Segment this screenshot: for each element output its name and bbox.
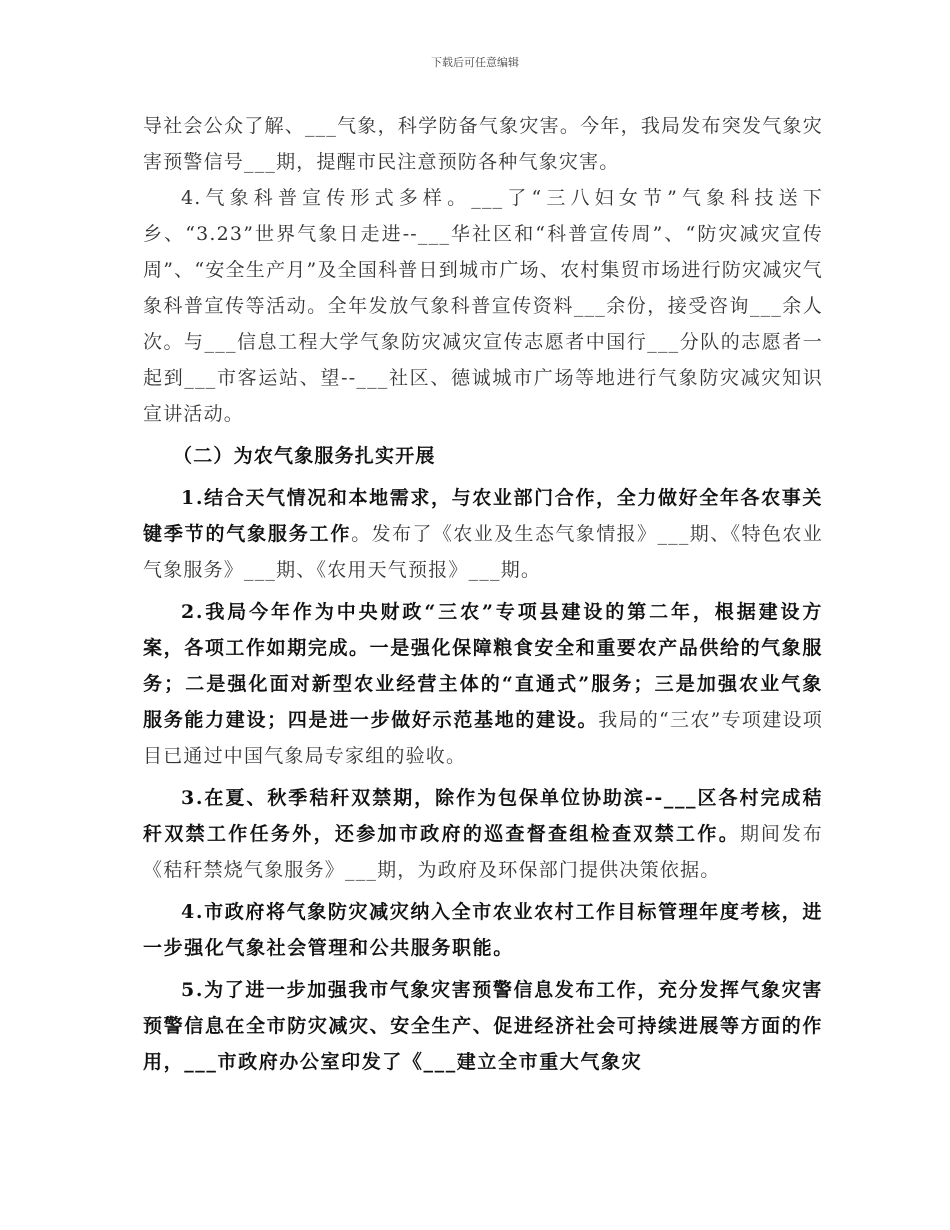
paragraph-item-3 [143,780,823,888]
item-3-text: 期间发布《秸秆禁烧气象服务》___期，为政府及环保部门提供决策依据。 [143,823,823,881]
paragraph-continued: 导社会公众了解、___气象，科学防备气象灾害。今年，我局发布突发气象灾害预警信号___期，提醒市民注意预防各种气象灾害。 [143,115,823,173]
paragraph-science-publicity: 4.气象科普宣传形式多样。___了“三八妇女节”气象科技送下乡、“3.23”世界气象日走进--___华社区和“科普宣传周”、“防灾减灾宣传周”、“安全生产月”及全国科普日到城市广场、农村集贸市场进行防灾减灾气象科普宣传等活动。全年发放气象科普宣传资料___余份，接受咨询___余人次。与___信息工程大学气象防灾减灾宣传志愿者中国行___分队的志愿者一起到___市客运站、望--___社区、德诚城市广场等地进行气象防灾减灾知识宣讲活动。 [143,187,823,425]
paragraph-item-4 [143,894,823,966]
item-1-lead: 1.结合天气情况和本地需求，与农业部门合作，全力做好全年各农事关键季节的气象服务工作 [143,487,823,545]
page-header: 下载后可任意编辑 [431,56,519,69]
paragraph-item-5 [143,972,823,1080]
item-5-text: 5.为了进一步加强我市气象灾害预警信息发布工作，充分发挥气象灾害预警信息在全市防灾减灾、安全生产、促进经济社会可持续进展等方面的作用，___市政府办公室印发了《___建立全市重大气象灾 [143,979,823,1073]
item-2-text: 我局的“三农”专项建设项目已通过中国气象局专家组的验收。 [143,709,824,767]
item-2-lead: 2.我局今年作为中央财政“三农”专项县建设的第二年，根据建设方案，各项工作如期完成。一是强化保障粮食安全和重要农产品供给的气象服务；二是强化面对新型农业经营主体的“直通式”服务；三是加强农业气象服务能力建设；四是进一步做好示范基地的建设。 [143,601,823,731]
item-4-text: 4.市政府将气象防灾减灾纳入全市农业农村工作目标管理年度考核，进一步强化气象社会管理和公共服务职能。 [143,901,823,959]
paragraph-item-2 [143,594,823,774]
section-heading: （二）为农气象服务扎实开展 [173,445,436,467]
document-body [143,108,823,1080]
item-3-lead: 3.在夏、秋季秸秆双禁期，除作为包保单位协助滨--___区各村完成秸秆双禁工作任务外，还参加市政府的巡查督查组检查双禁工作。 [143,787,823,845]
paragraph-item-1 [143,480,823,588]
item-1-text: 。发布了《农业及生态气象情报》___期、《特色农业气象服务》___期、《农用天气预报》___期。 [143,523,823,581]
